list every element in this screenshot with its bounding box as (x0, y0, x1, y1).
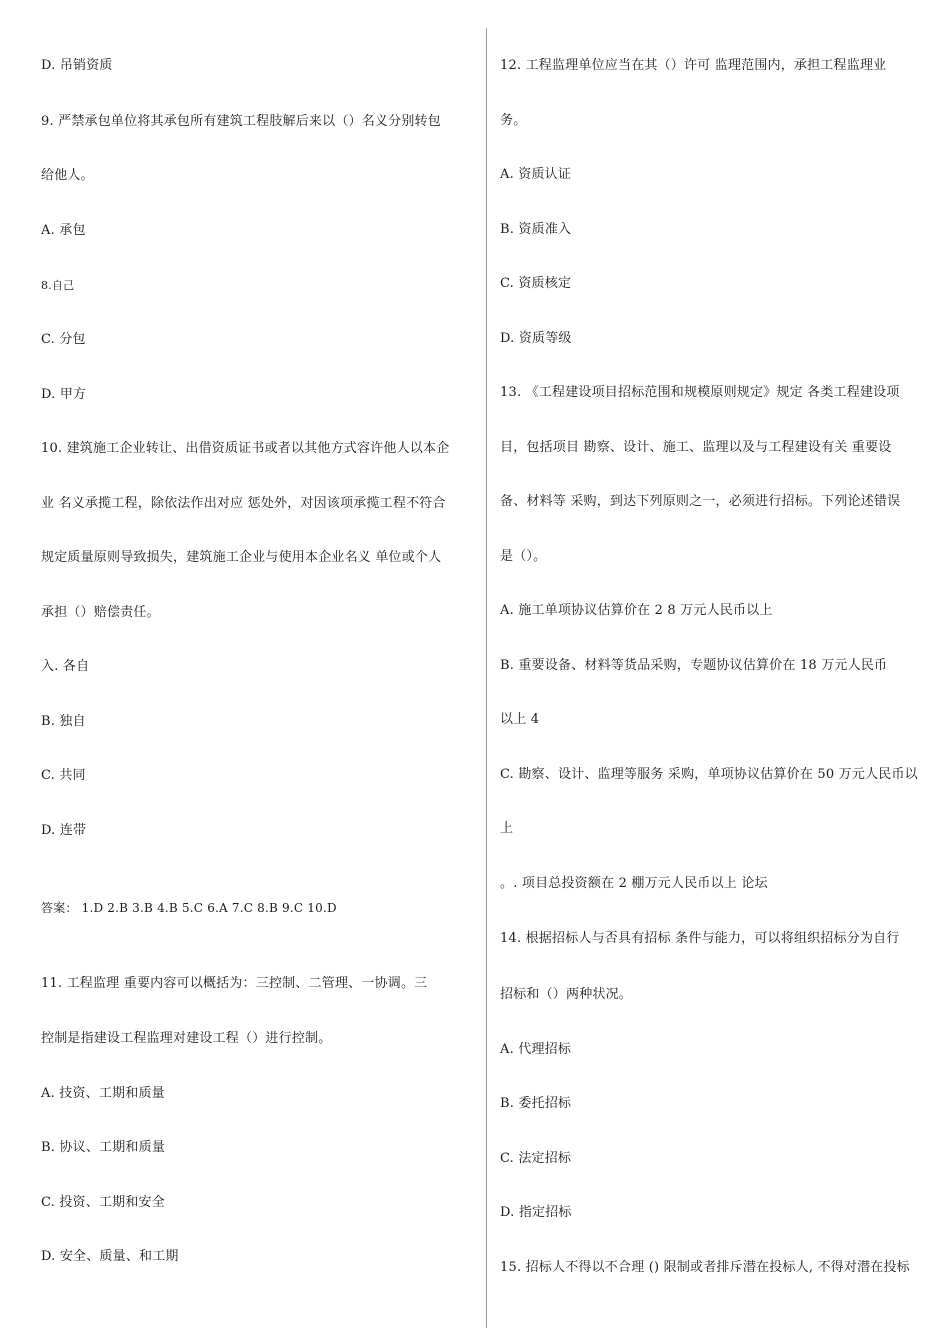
right-column-line: 。. 项目总投资额在 2 棚万元人民币以上 论坛 (500, 876, 768, 891)
left-column-line: 承担（）赔偿责任。 (41, 605, 160, 620)
right-column-line: C. 资质核定 (500, 276, 572, 291)
right-column-line: C. 勘察、设计、监理等服务 采购，单项协议估算价在 50 万元人民币以 (500, 767, 918, 782)
left-column-line: 规定质量原则导致损失，建筑施工企业与使用本企业名义 单位或个人 (41, 550, 442, 565)
right-column-line: B. 资质准入 (500, 222, 572, 237)
right-column-line: B. 委托招标 (500, 1096, 572, 1111)
right-column-line: 上 (500, 821, 514, 836)
right-column-line: 是（）。 (500, 549, 547, 564)
right-column-line: D. 指定招标 (500, 1205, 572, 1220)
right-column-line: 12. 工程监理单位应当在其（）许可 监理范围内，承担工程监理业 (500, 58, 887, 73)
left-column-line: A. 技资、工期和质量 (41, 1086, 165, 1101)
left-column-line: A. 承包 (41, 223, 86, 238)
right-column-line: A. 施工单项协议估算价在 2 8 万元人民币以上 (500, 603, 773, 618)
right-column-line: 目，包括项目 勘察、设计、施工、监理以及与工程建设有关 重要设 (500, 440, 892, 455)
right-column-line: 备、材料等 采购，到达下列原则之一，必须进行招标。下列论述错误 (500, 494, 901, 509)
left-column-line: 8.自己 (41, 279, 75, 292)
left-column-line: D. 安全、质量、和工期 (41, 1249, 179, 1264)
right-column-line: 13. 《工程建设项目招标范围和规模原则规定》规定 各类工程建设项 (500, 385, 900, 400)
right-column-line: 14. 根据招标人与否具有招标 条件与能力，可以将组织招标分为自行 (500, 931, 900, 946)
left-column-line: 10. 建筑施工企业转让、出借资质证书或者以其他方式容许他人以本企 (41, 441, 450, 456)
right-column-line: A. 资质认证 (500, 167, 572, 182)
left-column-line: 11. 工程监理 重要内容可以概括为：三控制、二管理、一协调。三 (41, 976, 428, 991)
left-column-line: 9. 严禁承包单位将其承包所有建筑工程肢解后来以（）名义分别转包 (41, 114, 441, 129)
left-column-line: 入. 各自 (41, 659, 90, 674)
left-column-line: D. 甲方 (41, 387, 87, 402)
left-column-line: 控制是指建设工程监理对建设工程（）进行控制。 (41, 1031, 332, 1046)
right-column-line: 以上 4 (500, 712, 540, 727)
right-column-line: C. 法定招标 (500, 1151, 572, 1166)
left-column-line: B. 协议、工期和质量 (41, 1140, 166, 1155)
right-column-line: A. 代理招标 (500, 1042, 572, 1057)
left-column-line: 答案： 1.D 2.B 3.B 4.B 5.C 6.A 7.C 8.B 9.C 10.D (41, 901, 337, 915)
right-column-line: B. 重要设备、材料等货品采购，专题协议估算价在 18 万元人民币 (500, 658, 888, 673)
right-column-line: 务。 (500, 113, 527, 128)
left-column-line: 给他人。 (41, 168, 94, 183)
right-column-line: 招标和（）两种状况。 (500, 987, 633, 1002)
left-column-line: C. 分包 (41, 332, 86, 347)
left-column-line: 业 名义承揽工程，除依法作出对应 惩处外，对因该项承揽工程不符合 (41, 496, 446, 511)
left-column-line: D. 吊销资质 (41, 58, 113, 73)
column-divider (486, 28, 487, 1328)
left-column-line: C. 共同 (41, 768, 86, 783)
left-column-line: D. 连带 (41, 823, 87, 838)
left-column-line: C. 投资、工期和安全 (41, 1195, 165, 1210)
right-column-line: 15. 招标人不得以不合理 () 限制或者排斥潜在投标人, 不得对潜在投标 (500, 1260, 910, 1275)
left-column-line: B. 独自 (41, 714, 86, 729)
right-column-line: D. 资质等级 (500, 331, 572, 346)
